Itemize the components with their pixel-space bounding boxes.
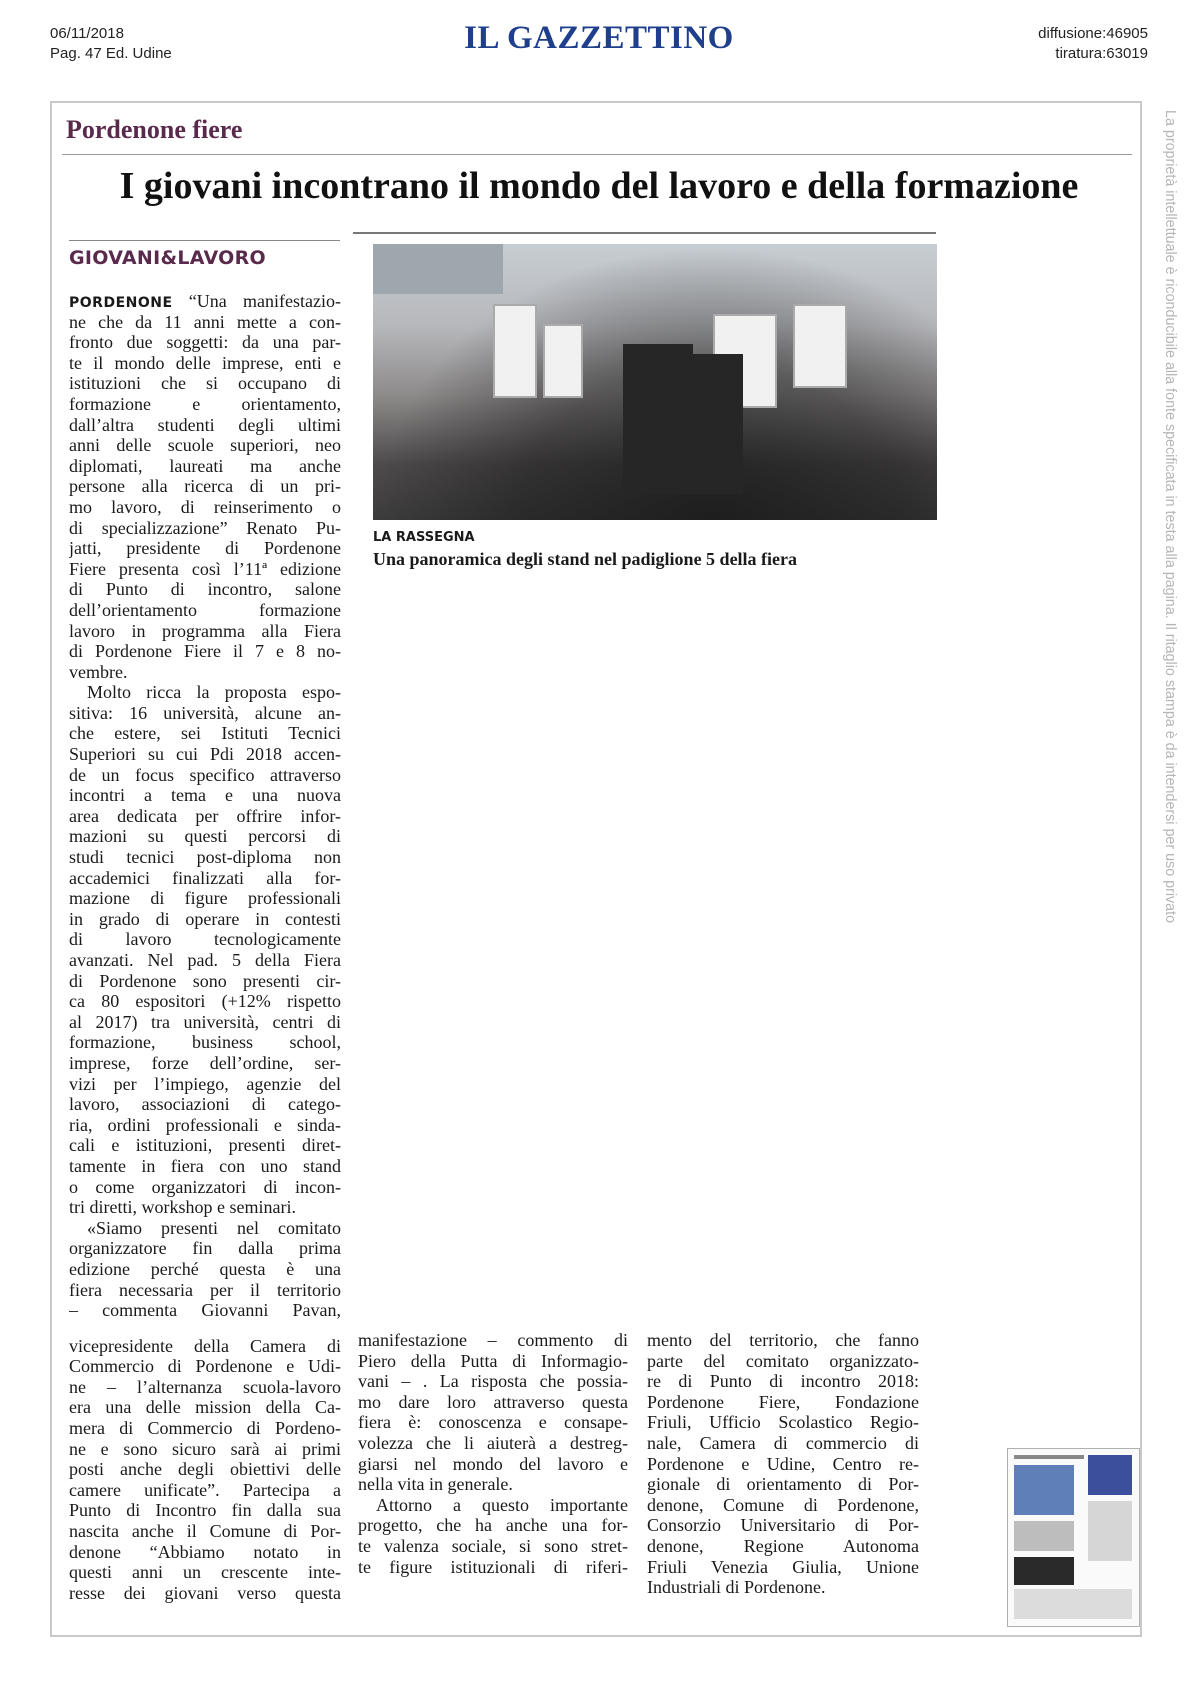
page-edition: Pag. 47 Ed. Udine	[50, 45, 172, 62]
text-line: lavoro in programma alla Fiera	[69, 620, 341, 641]
text-line: gionale di orientamento di Por-	[647, 1474, 919, 1495]
text-line: te figure istituzionali di riferi-	[358, 1556, 628, 1577]
text-line: dall’altra studenti degli ultimi	[69, 414, 341, 435]
text-line: – commenta Giovanni Pavan,	[69, 1300, 341, 1321]
caption-label: LA RASSEGNA	[373, 530, 475, 545]
kicker-rule	[69, 240, 340, 241]
photo-ceiling	[373, 244, 503, 294]
text-line: denone “Abbiamo notato in	[69, 1541, 341, 1562]
text-line: Attorno a questo importante	[376, 1494, 628, 1515]
text-line: vani – . La risposta che possia-	[358, 1371, 628, 1392]
text-line: mera di Commercio di Pordeno-	[69, 1418, 341, 1439]
circulation-diffusione: diffusione:46905	[1038, 25, 1148, 42]
text-line: Pordenone Fiere, Fondazione	[647, 1391, 919, 1412]
text-line: diplomati, laureati ma anche	[69, 455, 341, 476]
text-line: manifestazione – commento di	[358, 1330, 628, 1350]
text-line: in grado di operare in contesti	[69, 908, 341, 929]
text-line: Fiere presenta così l’11ª edizione	[69, 558, 341, 579]
text-line: al 2017) tra università, centri di	[69, 1011, 341, 1032]
text-line: nascita anche il Comune di Por-	[69, 1521, 341, 1542]
page-thumbnail	[1007, 1448, 1140, 1627]
text-line: nale, Camera di commercio di	[647, 1432, 919, 1453]
article-column-2	[358, 1330, 628, 1577]
page-header-right	[1038, 24, 1148, 64]
text-line: fiera necessaria per il territorio	[69, 1279, 341, 1300]
text-line: re di Punto di incontro 2018:	[647, 1371, 919, 1392]
photo-stand	[493, 304, 537, 398]
text-line: Commercio di Pordenone e Udi-	[69, 1356, 341, 1377]
text-line: tamente in fiera con uno stand	[69, 1155, 341, 1176]
text-line: dell’orientamento formazione	[69, 599, 341, 620]
text-line: vembre.	[69, 661, 128, 682]
text-line: vicepresidente della Camera di	[69, 1335, 341, 1356]
text-line: Piero della Putta di Informagio-	[358, 1350, 628, 1371]
text-line: formazione, business school,	[69, 1032, 341, 1053]
text-line: nella vita in generale.	[358, 1474, 513, 1495]
text-line: ria, ordini professionali e sinda-	[69, 1114, 341, 1135]
text-line: Superiori su cui Pdi 2018 accen-	[69, 744, 341, 765]
text-line: «Siamo presenti nel comitato	[87, 1217, 341, 1238]
text-line: mento del territorio, che fanno	[647, 1330, 919, 1350]
circulation-tiratura: tiratura:63019	[1055, 45, 1148, 62]
text-line: Friuli, Ufficio Scolastico Regio-	[647, 1412, 919, 1433]
text-line: studi tecnici post-diploma non	[69, 847, 341, 868]
text-line: formazione e orientamento,	[69, 393, 341, 414]
text-line: tri diretti, workshop e seminari.	[69, 1197, 296, 1218]
photo-dark-panel	[693, 354, 743, 494]
photo-dark-panel	[623, 344, 693, 494]
text-line: denone, Comune di Pordenone,	[647, 1494, 919, 1515]
text-line: fronto due soggetti: da una par-	[69, 332, 341, 353]
text-line: di Pordenone sono presenti cir-	[69, 970, 341, 991]
newspaper-masthead: IL GAZZETTINO	[464, 20, 734, 56]
section-title: Pordenone fiere	[66, 115, 243, 144]
article-column-3	[647, 1330, 919, 1598]
text-line: resse dei giovani verso questa	[69, 1582, 341, 1603]
text-line: ne che da 11 anni mette a con-	[69, 311, 341, 332]
text-line: vizi per l’impiego, agenzie del	[69, 1073, 341, 1094]
text-line: questi anni un crescente inte-	[69, 1562, 341, 1583]
text-line: incontri a tema e una nuova	[69, 785, 341, 806]
photo-rule	[353, 232, 936, 234]
text-line: denone, Regione Autonoma	[647, 1535, 919, 1556]
text-line: avanzati. Nel pad. 5 della Fiera	[69, 950, 341, 970]
text-line: mazioni su questi percorsi di	[69, 826, 341, 847]
text-line: sitiva: 16 università, alcune an-	[69, 702, 341, 723]
text-line: Consorzio Universitario di Por-	[647, 1515, 919, 1536]
caption-text: Una panoramica degli stand nel padiglione 5 della fiera	[373, 549, 798, 569]
text-line: te valenza sociale, si sono stret-	[358, 1535, 628, 1556]
copyright-sidenote: La proprietà intellettuale è riconducibile alla fonte specificata in testa alla pagina. Il ritaglio stampa è da intendersi per uso privato	[1162, 110, 1178, 924]
text-line: imprese, forze dell’ordine, ser-	[69, 1052, 341, 1073]
text-line: camere unificate”. Partecipa a	[69, 1479, 341, 1500]
text-line: ca 80 espositori (+12% rispetto	[69, 991, 341, 1012]
text-line: anni delle scuole superiori, neo	[69, 435, 341, 456]
text-line: mo dare loro attraverso questa	[358, 1391, 628, 1412]
article-headline: I giovani incontrano il mondo del lavoro e della formazione	[119, 165, 1079, 207]
text-line: mazione di figure professionali	[69, 888, 341, 909]
text-line: persone alla ricerca di un pri-	[69, 476, 341, 497]
text-line: mo lavoro, di reinserimento o	[69, 496, 341, 517]
text-line: giarsi nel mondo del lavoro e	[358, 1453, 628, 1474]
text-line: jatti, presidente di Pordenone	[69, 538, 341, 559]
text-line: cali e istituzioni, presenti diret-	[69, 1135, 341, 1156]
dateline: PORDENONE	[69, 295, 173, 311]
text-line: Friuli Venezia Giulia, Unione	[647, 1556, 919, 1577]
text-line: di lavoro tecnologicamente	[69, 929, 341, 950]
article-column-1	[69, 291, 341, 1603]
text-line: de un focus specifico attraverso	[69, 764, 341, 785]
text-line: area dedicata per offrire infor-	[69, 805, 341, 826]
text-line: Pordenone e Udine, Centro re-	[647, 1453, 919, 1474]
text-line: PORDENONE “Una manifestazio-	[69, 291, 341, 311]
publication-date: 06/11/2018	[50, 25, 124, 42]
text-line: organizzatore fin dalla prima	[69, 1238, 341, 1259]
text-line: fiera è: conoscenza e consape-	[358, 1412, 628, 1433]
text-line: era una delle mission della Ca-	[69, 1397, 341, 1418]
text-line: o come organizzatori di incon-	[69, 1176, 341, 1197]
text-line: Industriali di Pordenone.	[647, 1577, 826, 1598]
text-line: parte del comitato organizzato-	[647, 1350, 919, 1371]
section-rule	[62, 154, 1132, 155]
text-line: ne e sono sicuro sarà ai primi	[69, 1438, 341, 1459]
text-line: lavoro, associazioni di catego-	[69, 1094, 341, 1115]
text-line: progetto, che ha anche una for-	[358, 1515, 628, 1536]
text-line: posti anche degli obiettivi delle	[69, 1459, 341, 1480]
photo-stand	[793, 304, 847, 388]
text-line: edizione perché questa è una	[69, 1258, 341, 1279]
text-line: che estere, sei Istituti Tecnici	[69, 723, 341, 744]
article-kicker: GIOVANI&LAVORO	[69, 247, 266, 269]
text-line: te il mondo delle imprese, enti e	[69, 352, 341, 373]
text-line: istituzioni che si occupano di	[69, 373, 341, 394]
text-line: Molto ricca la proposta espo-	[87, 682, 341, 703]
text-line: ne – l’alternanza scuola-lavoro	[69, 1376, 341, 1397]
text-line: di specializzazione” Renato Pu-	[69, 517, 341, 538]
text-line: Punto di Incontro fin dalla sua	[69, 1500, 341, 1521]
text-line: di Punto di incontro, salone	[69, 579, 341, 600]
text-line: volezza che li aiuterà a destreg-	[358, 1432, 628, 1453]
text-line: di Pordenone Fiere il 7 e 8 no-	[69, 641, 341, 662]
photo-stand	[543, 324, 583, 398]
fair-photo	[373, 244, 937, 520]
text-line: accademici finalizzati alla for-	[69, 867, 341, 888]
